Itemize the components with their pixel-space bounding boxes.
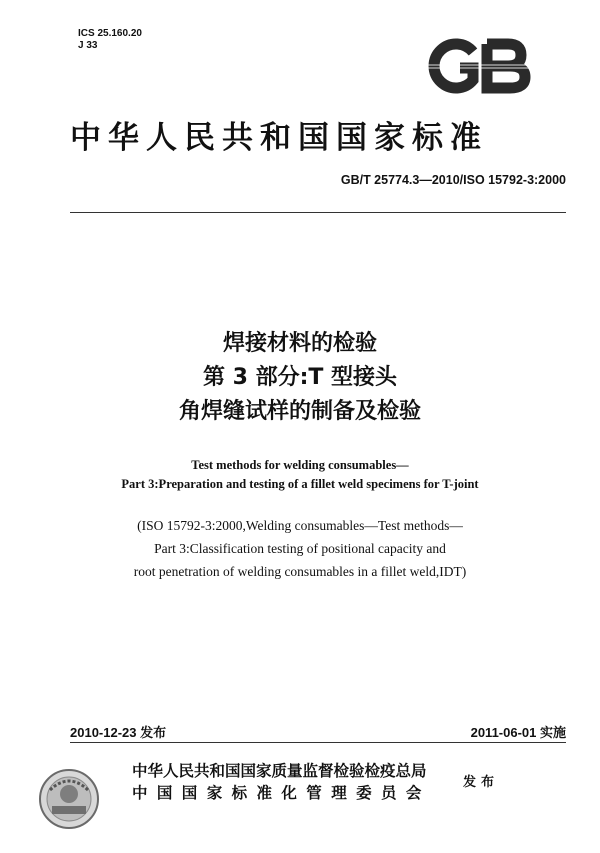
chinese-title-line: 角焊缝试样的制备及检验 [178, 399, 421, 424]
iso-reference-line: Part 3:Classification testing of positional capacity and [154, 541, 446, 556]
bottom-divider [70, 742, 566, 743]
implementation-date: 2011-06-01 实施 [470, 725, 566, 740]
iso-reference [0, 514, 600, 583]
english-title-line: Test methods for welding consumables— [191, 458, 409, 472]
issue-date: 2010-12-23 发布 [70, 725, 167, 740]
ccs-code: J 33 [78, 40, 98, 51]
issuer-line: 中华人民共和国国家质量监督检验检疫总局 [132, 762, 427, 780]
gb-logo-icon [424, 38, 534, 94]
classification-codes [78, 28, 142, 52]
seal-icon [38, 768, 100, 830]
issuer-line: 中国国家标准化管理委员会 [132, 784, 431, 802]
chinese-title [0, 327, 600, 429]
chinese-title-line: 第 3 部分:T 型接头 [202, 365, 398, 390]
chinese-title-line: 焊接材料的检验 [222, 331, 377, 356]
iso-reference-line: (ISO 15792-3:2000,Welding consumables—Test methods— [137, 518, 463, 533]
release-label: 发布 [463, 775, 500, 790]
iso-reference-line: root penetration of welding consumables in a fillet weld,IDT) [133, 564, 467, 579]
english-title-line: Part 3:Preparation and testing of a fillet weld specimens for T-joint [121, 477, 479, 491]
top-divider [70, 212, 566, 213]
english-title [0, 456, 600, 494]
org-title: 中华人民共和国国家标准 [70, 120, 488, 156]
standard-number: GB/T 25774.3—2010/ISO 15792-3:2000 [340, 173, 566, 187]
ics-code: ICS 25.160.20 [78, 28, 142, 39]
issuing-authorities [132, 760, 431, 804]
